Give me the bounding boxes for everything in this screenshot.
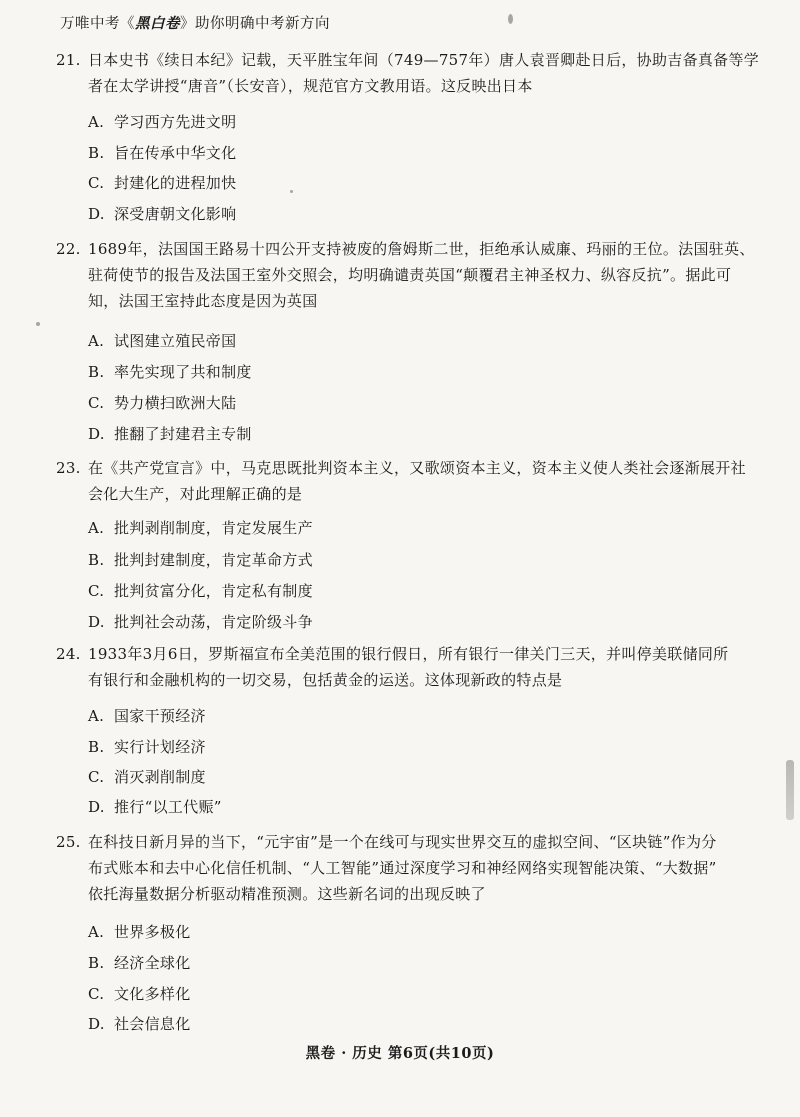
option-key: C. xyxy=(88,768,105,786)
option-text: 批判封建制度，肯定革命方式 xyxy=(114,551,313,569)
option-key: B. xyxy=(88,551,105,569)
question-line xyxy=(56,73,756,99)
option-text: 批判社会动荡，肯定阶级斗争 xyxy=(114,613,313,631)
option-key: D. xyxy=(88,613,105,631)
question-number: 23. xyxy=(56,459,81,477)
question-text: 驻荷使节的报告及法国王室外交照会，均明确谴责英国“颠覆君主神圣权力、纵容反抗”。据此可 xyxy=(88,266,732,284)
question-text: 在科技日新月异的当下，“元宇宙”是一个在线可与现实世界交互的虚拟空间、“区块链”作为分 xyxy=(88,833,717,851)
option-text: 深受唐朝文化影响 xyxy=(114,205,237,223)
question-line xyxy=(56,667,756,693)
question-number: 21. xyxy=(56,51,81,69)
option-key: A. xyxy=(88,519,105,537)
question-number: 24. xyxy=(56,645,81,663)
scan-edge-mark xyxy=(786,760,794,820)
option-text: 经济全球化 xyxy=(114,954,191,972)
option-text: 批判剥削制度，肯定发展生产 xyxy=(114,519,313,537)
header-prefix: 万唯中考《 xyxy=(60,16,135,32)
option-21-d xyxy=(88,204,236,224)
option-text: 试图建立殖民帝国 xyxy=(114,332,237,350)
question-line xyxy=(56,855,756,881)
question-number: 22. xyxy=(56,240,81,258)
question-line xyxy=(56,288,756,314)
option-23-a xyxy=(88,518,313,538)
option-24-c xyxy=(88,767,206,787)
header-brand: 黑白卷 xyxy=(135,15,180,32)
option-key: C. xyxy=(88,174,105,192)
question-line xyxy=(56,641,756,667)
header-suffix: 》助你明确中考新方向 xyxy=(180,16,330,32)
option-text: 推翻了封建君主专制 xyxy=(114,425,252,443)
option-text: 旨在传承中华文化 xyxy=(114,144,237,162)
option-key: C. xyxy=(88,582,105,600)
option-25-c xyxy=(88,984,191,1004)
option-25-b xyxy=(88,953,191,973)
option-key: D. xyxy=(88,425,105,443)
question-number: 25. xyxy=(56,833,81,851)
option-24-a xyxy=(88,706,206,726)
option-24-b xyxy=(88,737,206,757)
option-text: 世界多极化 xyxy=(114,923,191,941)
option-25-d xyxy=(88,1014,191,1034)
question-text: 1933年3月6日，罗斯福宣布全美范围的银行假日，所有银行一律关门三天，并叫停美联储同所 xyxy=(88,645,729,663)
option-key: D. xyxy=(88,1015,105,1033)
option-text: 文化多样化 xyxy=(114,985,191,1003)
option-23-b xyxy=(88,550,313,570)
option-22-b xyxy=(88,362,252,382)
option-key: B. xyxy=(88,144,105,162)
option-text: 势力横扫欧洲大陆 xyxy=(114,394,237,412)
option-text: 消灭剥削制度 xyxy=(114,768,206,786)
option-23-c xyxy=(88,581,313,601)
option-key: A. xyxy=(88,923,105,941)
option-key: D. xyxy=(88,798,105,816)
question-line xyxy=(56,481,756,507)
question-22 xyxy=(56,236,756,314)
question-text: 知，法国王室持此态度是因为英国 xyxy=(88,292,318,310)
question-25 xyxy=(56,829,756,907)
question-text: 依托海量数据分析驱动精准预测。这些新名词的出现反映了 xyxy=(88,885,486,903)
scan-speck xyxy=(290,190,293,193)
option-text: 实行计划经济 xyxy=(114,738,206,756)
question-23 xyxy=(56,455,756,507)
option-key: D. xyxy=(88,205,105,223)
option-key: B. xyxy=(88,738,105,756)
question-line xyxy=(56,455,756,481)
option-21-b xyxy=(88,143,236,163)
page-header xyxy=(60,12,330,33)
question-line xyxy=(56,881,756,907)
option-23-d xyxy=(88,612,313,632)
question-text: 者在太学讲授“唐音”（长安音），规范官方文教用语。这反映出日本 xyxy=(88,77,533,95)
question-24 xyxy=(56,641,756,693)
question-line xyxy=(56,829,756,855)
question-text: 在《共产党宣言》中，马克思既批判资本主义，又歌颂资本主义，资本主义使人类社会逐渐展开社 xyxy=(88,459,746,477)
option-25-a xyxy=(88,922,191,942)
question-line xyxy=(56,236,756,262)
option-21-c xyxy=(88,173,236,193)
option-key: B. xyxy=(88,954,105,972)
option-key: A. xyxy=(88,113,105,131)
option-text: 国家干预经济 xyxy=(114,707,206,725)
option-text: 批判贫富分化，肯定私有制度 xyxy=(114,582,313,600)
option-text: 社会信息化 xyxy=(114,1015,191,1033)
option-22-c xyxy=(88,393,236,413)
option-text: 率先实现了共和制度 xyxy=(114,363,252,381)
option-key: B. xyxy=(88,363,105,381)
question-21 xyxy=(56,47,760,99)
question-text: 日本史书《续日本纪》记载，天平胜宝年间（749—757年）唐人袁晋卿赴日后，协助吉备真备等学 xyxy=(88,51,760,69)
option-22-d xyxy=(88,424,252,444)
option-24-d xyxy=(88,797,222,817)
question-line xyxy=(56,262,756,288)
option-text: 学习西方先进文明 xyxy=(114,113,237,131)
option-key: C. xyxy=(88,985,105,1003)
option-text: 推行“以工代赈” xyxy=(114,798,222,816)
question-line xyxy=(56,47,760,73)
question-text: 布式账本和去中心化信任机制、“人工智能”通过深度学习和神经网络实现智能决策、“大数据” xyxy=(88,859,717,877)
question-text: 会化大生产，对此理解正确的是 xyxy=(88,485,303,503)
option-key: A. xyxy=(88,707,105,725)
page-footer: 黑卷 · 历史 第6页(共10页) xyxy=(305,1045,495,1062)
option-key: A. xyxy=(88,332,105,350)
option-21-a xyxy=(88,112,236,132)
option-22-a xyxy=(88,331,236,351)
question-text: 有银行和金融机构的一切交易，包括黄金的运送。这体现新政的特点是 xyxy=(88,671,563,689)
option-key: C. xyxy=(88,394,105,412)
option-text: 封建化的进程加快 xyxy=(114,174,237,192)
question-text: 1689年，法国国王路易十四公开支持被废的詹姆斯二世，拒绝承认威廉、玛丽的王位。法国驻英、 xyxy=(88,240,755,258)
scan-speck xyxy=(508,14,513,24)
scan-speck xyxy=(36,322,40,326)
